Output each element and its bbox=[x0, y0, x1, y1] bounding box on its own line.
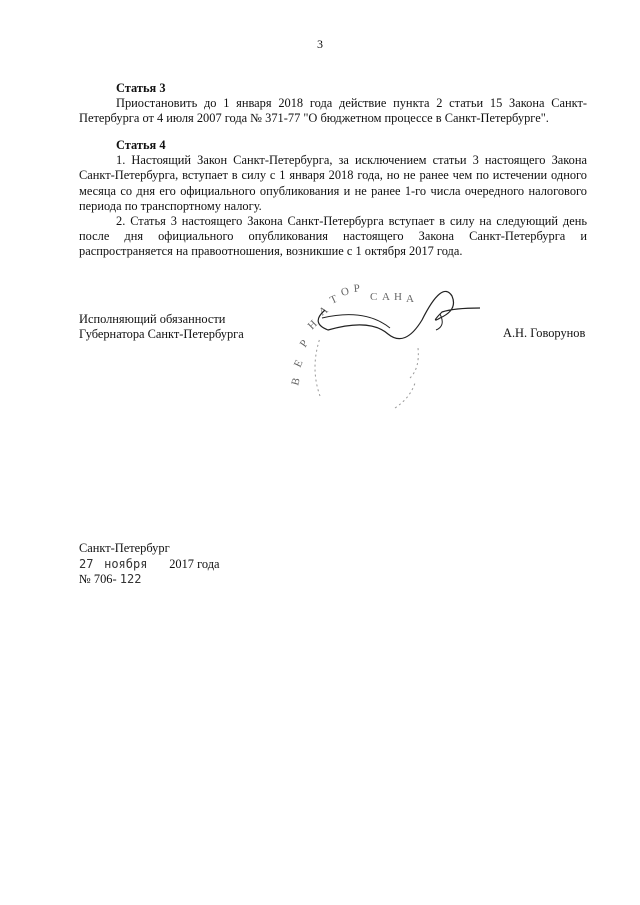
signatory-name: А.Н. Говорунов bbox=[503, 326, 586, 340]
article-4-paragraph-2: 2. Статья 3 настоящего Закона Санкт-Петербурга вступает в силу на следующий день после дня официального опубликования настоящего Закона Санкт-Петербурга и распространяется на правоотношения, возникшие с 1 октября 2017 года. bbox=[79, 214, 587, 259]
svg-text:Н: Н bbox=[305, 318, 320, 333]
signatory-position bbox=[79, 312, 244, 342]
law-number-value: 122 bbox=[119, 572, 142, 586]
svg-text:С: С bbox=[370, 291, 378, 303]
date-line bbox=[79, 557, 220, 573]
date-month: ноября bbox=[104, 556, 148, 571]
law-number-prefix: № 706- bbox=[79, 572, 117, 586]
svg-text:Т: Т bbox=[328, 292, 340, 307]
place-date-number-block bbox=[79, 541, 220, 588]
article-4-paragraph-1: 1. Настоящий Закон Санкт-Петербурга, за исключением статьи 3 настоящего Закона Санкт-Петербурга, вступает в силу с 1 января 2018 года, но не ранее чем по истечении одного месяца со дня его официального опубликования и не ранее 1-го числа очередного налогового периода по транспортному налогу. bbox=[79, 153, 587, 213]
article-3 bbox=[79, 81, 587, 127]
svg-text:Е: Е bbox=[291, 358, 306, 370]
signatory-position-line-2: Губернатора Санкт-Петербурга bbox=[79, 327, 244, 342]
svg-text:Р: Р bbox=[353, 282, 361, 295]
svg-text:А: А bbox=[382, 291, 390, 303]
article-3-text: Приостановить до 1 января 2018 года действие пункта 2 статьи 15 Закона Санкт-Петербурга от 4 июля 2007 года № 371-77 "О бюджетном процессе в Санкт-Петербурге". bbox=[79, 96, 587, 126]
svg-text:А: А bbox=[406, 293, 414, 305]
svg-text:Н: Н bbox=[394, 291, 402, 303]
article-4 bbox=[79, 138, 587, 260]
article-4-heading: Статья 4 bbox=[116, 138, 166, 152]
date-year: 2017 года bbox=[169, 556, 220, 571]
svg-text:Р: Р bbox=[297, 337, 311, 350]
svg-text:В: В bbox=[289, 376, 303, 387]
date-day: 27 bbox=[79, 556, 94, 571]
svg-text:О: О bbox=[339, 285, 351, 299]
city: Санкт-Петербург bbox=[79, 541, 170, 555]
official-stamp-and-signature bbox=[270, 268, 510, 418]
page-number: 3 bbox=[317, 37, 323, 51]
svg-text:А: А bbox=[316, 304, 331, 319]
law-number bbox=[79, 572, 220, 588]
article-3-heading: Статья 3 bbox=[116, 81, 166, 95]
signatory-position-line-1: Исполняющий обязанности bbox=[79, 312, 226, 326]
